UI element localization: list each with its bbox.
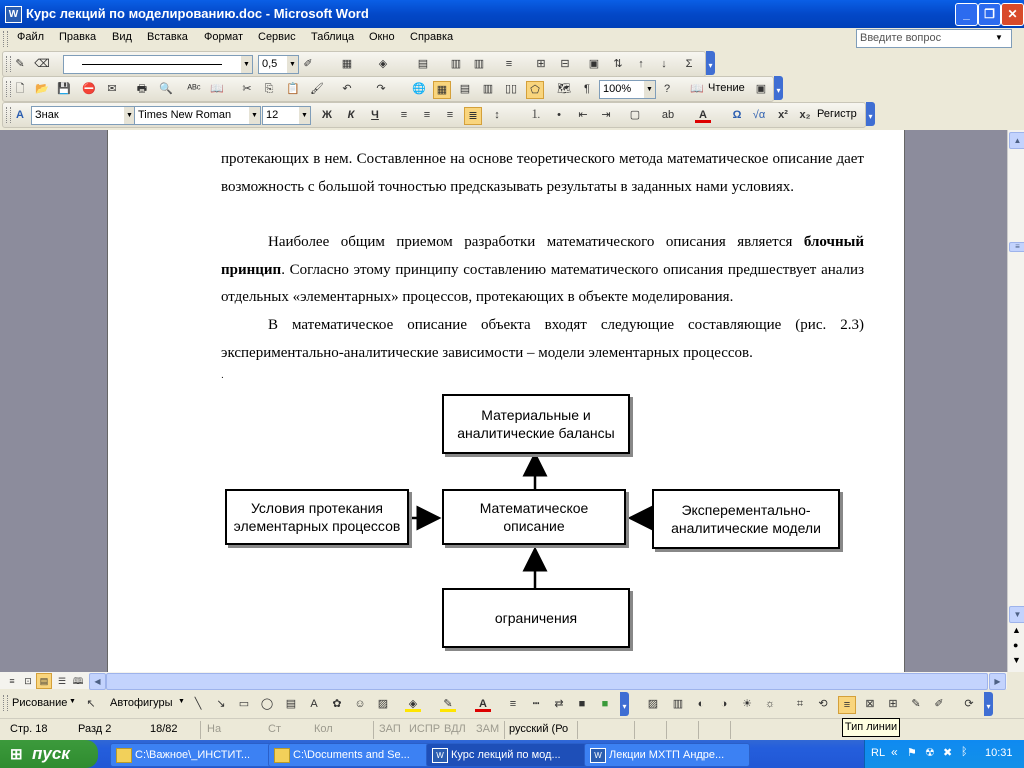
scroll-down-icon[interactable]: ▼ [1009,606,1024,623]
format-picture-icon[interactable]: ✎ [911,698,921,710]
drawing-toolbar [0,690,1024,718]
decrease-indent-icon[interactable]: ⇤ [578,109,588,121]
read-mode-button[interactable]: Чтение [708,82,745,94]
change-text-direction-icon[interactable]: ⇅ [613,58,623,70]
tables-borders-icon[interactable]: ▦ [433,81,451,99]
less-brightness-icon[interactable]: ☼ [764,698,776,710]
toolbar-options-icon[interactable]: ▾ [620,692,629,716]
web-view-icon[interactable]: ⊡ [24,676,32,686]
chevron-down-icon[interactable]: ▼ [299,107,310,124]
taskbar-item-label: Курс лекций по мод... [451,749,561,761]
print-layout-view-icon[interactable]: ▤ [36,673,52,689]
style-value: Знак [35,109,59,121]
3d-style-icon[interactable]: ■ [601,698,609,710]
font-select[interactable] [134,106,261,125]
menu-table[interactable]: Таблица [311,31,355,43]
chevron-down-icon[interactable]: ▼ [124,107,135,124]
open-folder-icon[interactable]: 📂 [35,83,49,95]
print-preview-icon[interactable]: 🔍 [159,83,173,95]
diagram-box-math-description-label: Математическое описание [479,500,589,534]
diagram-box-conditions-label: Условия протекания элементарных процессов [233,500,401,534]
diagram-box-constraints [442,588,630,648]
show-hide-icon[interactable]: ¶ [584,83,590,95]
taskbar-item-folder-2[interactable] [268,743,434,767]
taskbar-item-folder-1[interactable] [110,743,276,767]
title-bar [0,0,1024,28]
status-overtype[interactable]: ЗАМ [476,723,500,735]
ask-question-input[interactable]: Введите вопрос [856,29,1012,48]
horizontal-scrollbar[interactable] [0,672,1007,689]
font-size-select[interactable] [262,106,311,125]
scroll-thumb[interactable]: ≡ [1009,242,1024,252]
rotate-icon[interactable]: ⟲ [818,698,828,710]
taskbar-item-label: Лекции МХТП Андре... [609,749,725,761]
compress-pictures-icon[interactable]: ⊠ [865,698,875,710]
toolbar-grip[interactable] [3,695,8,711]
italic-button[interactable]: К [347,109,355,121]
paragraph-2-end: . Согласно этому принципу составлению математического описания предшествует анализ отдельных «элементарных» процессов, протекающих в объекте моделирования. [221,261,864,305]
status-separator [373,721,374,739]
textbox-icon[interactable]: ▤ [285,698,297,710]
format-painter-icon[interactable]: 🖌 [310,83,324,95]
line-style-icon[interactable]: ≡ [509,698,517,710]
insert-picture-icon[interactable]: ▨ [647,698,659,710]
equation-icon[interactable]: √α [752,109,766,121]
insert-excel-icon[interactable]: ▥ [482,83,494,95]
shadow-style-icon[interactable]: ■ [578,698,586,710]
scroll-left-icon[interactable]: ◀ [89,673,106,690]
menu-edit[interactable]: Правка [59,31,97,43]
sort-ascending-icon[interactable]: ↑ [638,58,644,70]
bold-button[interactable]: Ж [322,109,332,121]
start-label: пуск [32,744,70,763]
font-value: Times New Roman [138,109,232,121]
align-left-icon[interactable]: ≡ [400,109,408,121]
crop-icon[interactable]: ⌗ [796,698,804,710]
highlight-icon[interactable]: ab [661,109,675,121]
fill-color-icon[interactable]: ◈ [405,696,421,712]
word-icon: W [590,748,606,763]
diagram-icon[interactable]: ✿ [332,698,342,710]
merge-cells-icon[interactable]: ▥ [450,58,462,70]
draw-menu-button[interactable]: Рисование [12,697,68,709]
document-page[interactable] [107,130,905,672]
help-icon[interactable]: ? [663,83,671,95]
status-rec[interactable]: ЗАП [379,723,401,735]
shading-color-icon[interactable]: ◈ [378,58,388,70]
chevron-down-icon[interactable]: ▼ [287,56,298,73]
zoom-select[interactable] [599,80,656,99]
paste-icon[interactable]: 📋 [286,83,300,95]
folder-icon [274,748,290,763]
menu-help[interactable]: Справка [410,31,454,43]
status-at: На [207,723,222,735]
ask-dropdown-icon[interactable]: ▼ [995,33,1003,42]
text-wrapping-icon[interactable]: ⊞ [888,698,898,710]
diagram-box-models [652,489,840,549]
diagram-box-math-description [442,489,626,545]
clipart-icon[interactable]: ☺ [354,698,366,710]
toolbar-grip[interactable] [6,81,11,97]
status-pages: 18/82 [150,723,178,735]
taskbar-item-label: C:\Documents and Se... [293,749,410,761]
undo-icon[interactable]: ↶ [342,83,352,95]
status-separator [504,721,505,739]
start-button[interactable] [0,740,98,768]
justify-icon[interactable]: ≣ [464,107,482,125]
vertical-scrollbar[interactable] [1007,130,1024,672]
draw-table-icon[interactable]: ✎ [15,58,25,70]
paragraph-2-start: Наиболее общим приемом разработки математического описания является [268,234,804,250]
set-transparent-icon[interactable]: ✐ [934,698,944,710]
drawing-icon[interactable]: ⬠ [526,81,544,99]
outside-border-icon[interactable]: ▢ [629,109,641,121]
clock[interactable]: 10:31 [985,747,1013,759]
zoom-value: 100% [603,83,632,95]
taskbar-item-word-active[interactable] [426,743,592,767]
align-center-icon[interactable]: ≡ [423,109,431,121]
word-app-icon[interactable]: W [5,6,22,23]
status-track[interactable]: ИСПР [409,723,441,735]
font-color-icon[interactable]: A [695,107,711,123]
styles-icon[interactable]: A [16,109,24,121]
chevron-down-icon[interactable]: ▼ [241,56,252,73]
cut-icon[interactable]: ✂ [242,83,252,95]
paragraph-3-text: В математическое описание объекта входят следующие составляющие (рис. 2.3) экспериментально-аналитические зависимости – модели элементарных процессов. [221,317,864,361]
color-icon[interactable]: ▥ [672,698,684,710]
print-icon[interactable]: 🖶 [136,83,148,95]
chevron-down-icon[interactable]: ▼ [249,107,260,124]
taskbar-item-word-2[interactable] [584,743,750,767]
status-extend[interactable]: ВДЛ [444,723,466,735]
status-separator [666,721,667,739]
toolbar-grip[interactable] [6,107,11,123]
read-mode-icon[interactable]: 📖 [690,83,704,95]
minimize-button[interactable]: _ [955,3,978,26]
tray-expand-icon[interactable]: « [891,745,898,759]
chevron-down-icon[interactable]: ▼ [178,698,185,705]
symbol-omega-icon[interactable]: Ω [732,109,742,121]
word-icon: W [432,748,448,763]
read-options-icon[interactable]: ▣ [755,83,767,95]
window-title: Курс лекций по моделированию.doc - Microsoft Word [26,6,369,21]
distribute-columns-icon[interactable]: ⊟ [560,58,570,70]
style-select[interactable] [31,106,136,125]
paragraph-2-bold: блочный принцип [221,234,864,278]
line-weight-select[interactable] [258,55,299,74]
autoformat-table-icon[interactable]: ▣ [588,58,600,70]
wordart-icon[interactable]: A [310,698,318,710]
align-right-icon[interactable]: ≡ [446,109,454,121]
toolbar-options-icon[interactable]: ▾ [984,692,993,716]
tooltip: Тип линии [842,718,900,737]
menu-format[interactable]: Формат [204,31,244,43]
email-icon[interactable]: ✉ [107,83,117,95]
increase-indent-icon[interactable]: ⇥ [601,109,611,121]
restore-button[interactable]: ❐ [978,3,1001,26]
scroll-up-icon[interactable]: ▲ [1009,132,1024,149]
research-icon[interactable]: 📖 [210,83,224,95]
formatting-toolbar [2,102,866,128]
redo-icon[interactable]: ↷ [376,83,386,95]
paragraph-1-text: протекающих в нем. Составленное на основе теоретического метода математическое описание дает возможность с большой точностью предсказывать результаты в заданных нами условиях. [221,151,864,195]
status-separator [698,721,699,739]
permission-icon[interactable]: ⛔ [82,83,96,95]
line-style-selected-icon[interactable]: ≡ [838,696,856,714]
less-contrast-icon[interactable]: ◑ [720,698,728,710]
diagram-box-constraints-label: ограничения [494,610,578,626]
line-weight-value: 0,5 [262,58,278,70]
status-separator [634,721,635,739]
diagram-box-models-label: Эксперементально-аналитические модели [671,502,821,536]
next-page-icon[interactable]: ▼ [1012,655,1021,665]
underline-button[interactable]: Ч [371,109,379,121]
select-objects-icon[interactable]: ↖ [86,698,96,710]
insert-table-icon[interactable]: ▤ [459,83,471,95]
status-separator [730,721,731,739]
hyperlink-icon[interactable]: 🌐 [412,83,426,95]
superscript-icon[interactable]: x² [778,109,788,121]
normal-view-icon[interactable]: ≡ [9,676,15,686]
empty-paragraph-dot: . [221,370,224,381]
line-style-sample [82,64,222,65]
insert-table-icon[interactable]: ▤ [417,58,429,70]
rectangle-icon[interactable]: ▭ [238,698,250,710]
status-page: Стр. 18 [10,723,48,735]
columns-icon[interactable]: ▯▯ [504,83,518,95]
diagram-box-balances [442,394,630,454]
reset-picture-icon[interactable]: ⟳ [964,698,974,710]
language-indicator[interactable]: RL [871,747,886,759]
line-spacing-icon[interactable]: ↕ [494,109,500,121]
oval-icon[interactable]: ◯ [260,698,274,710]
toolbar-options-icon[interactable]: ▾ [774,76,783,100]
border-color-icon[interactable]: ✐ [303,58,313,70]
copy-icon[interactable]: ⎘ [264,83,274,95]
document-map-icon[interactable]: 🗺 [557,83,571,95]
scroll-right-icon[interactable]: ▶ [989,673,1006,690]
line-icon[interactable]: ╲ [194,698,202,710]
menu-tools[interactable]: Сервис [258,31,296,43]
arrow-style-icon[interactable]: ⇄ [554,698,564,710]
chevron-down-icon[interactable]: ▼ [69,698,76,705]
font-color-icon[interactable]: A [475,696,491,712]
taskbar-item-label: C:\Важное\_ИНСТИТ... [135,749,251,761]
horizontal-scroll-thumb[interactable] [106,673,988,690]
reading-view-icon[interactable]: 🕮 [72,676,84,686]
font-size-value: 12 [266,109,279,121]
status-column: Кол [314,723,333,735]
browse-object-icon[interactable]: ● [1013,640,1019,650]
menu-file[interactable]: Файл [17,31,45,43]
toolbar-options-icon[interactable]: ▾ [866,102,875,126]
eraser-icon[interactable]: ⌫ [34,58,50,70]
close-button[interactable]: ✕ [1001,3,1024,26]
status-line: Ст [268,723,281,735]
spelling-icon[interactable]: ᴬᴮᶜ [187,83,201,95]
prev-page-icon[interactable]: ▲ [1012,625,1021,635]
network-icon[interactable]: ⚑ [907,747,917,759]
more-brightness-icon[interactable]: ☀ [742,698,752,710]
antivirus-icon[interactable]: ☢ [925,747,935,759]
picture-icon[interactable]: ▨ [377,698,389,710]
tables-borders-toolbar [2,51,706,77]
status-separator [577,721,578,739]
diagram-box-balances-label: Материальные и аналитические балансы [457,407,615,441]
distribute-rows-icon[interactable]: ⊞ [536,58,546,70]
more-contrast-icon[interactable]: ◐ [697,698,705,710]
menu-view[interactable]: Вид [112,31,132,43]
register-button[interactable]: Регистр [817,108,857,120]
new-document-icon[interactable]: 🗋 [15,83,25,95]
folder-icon [116,748,132,763]
line-color-icon[interactable]: ✎ [440,696,456,712]
align-cell-icon[interactable]: ≡ [505,58,513,70]
status-separator [200,721,201,739]
dash-style-icon[interactable]: ┅ [532,698,540,710]
arrow-icon[interactable]: ↘ [216,698,226,710]
sort-descending-icon[interactable]: ↓ [661,58,667,70]
toolbar-grip[interactable] [6,56,11,72]
security-icon[interactable]: ✖ [943,747,953,759]
split-cells-icon[interactable]: ▥ [473,58,485,70]
status-language: русский (Ро [509,723,569,735]
bullets-icon[interactable]: • [557,109,561,121]
menu-window[interactable]: Окно [369,31,395,43]
outline-view-icon[interactable]: ☰ [57,676,67,686]
autoshapes-button[interactable]: Автофигуры [110,697,173,709]
autosum-icon[interactable]: Σ [685,58,693,70]
menu-grip[interactable] [3,31,8,47]
numbering-icon[interactable]: ⒈ [530,109,542,121]
system-tray [864,740,1024,768]
menu-insert[interactable]: Вставка [147,31,188,43]
diagram-box-conditions [225,489,409,545]
borders-icon[interactable]: ▦ [341,58,353,70]
toolbar-options-icon[interactable]: ▾ [706,51,715,75]
standard-toolbar [2,76,774,102]
status-section: Разд 2 [78,723,112,735]
windows-logo-icon: ⊞ [10,746,23,763]
line-style-select[interactable] [63,55,253,74]
bluetooth-icon[interactable]: ᛒ [961,746,968,758]
save-icon[interactable]: 💾 [57,83,71,95]
subscript-icon[interactable]: x₂ [799,109,811,121]
chevron-down-icon[interactable]: ▼ [644,81,655,98]
